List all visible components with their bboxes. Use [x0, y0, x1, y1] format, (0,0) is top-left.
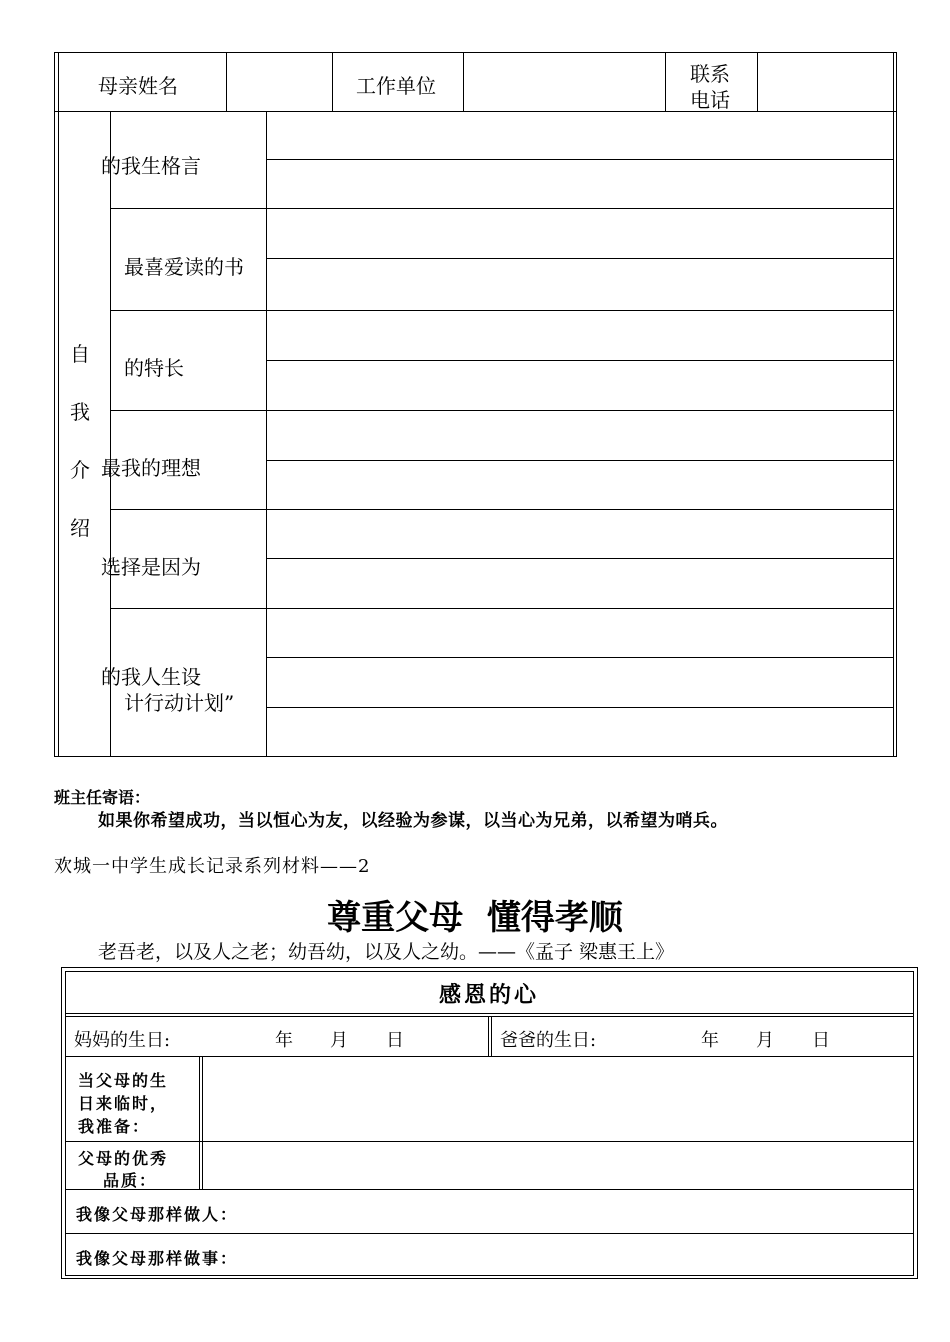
mother-name-field[interactable]	[227, 53, 331, 110]
row-divider	[65, 1013, 913, 1014]
phone-field[interactable]	[758, 53, 892, 110]
mom-year: 年	[275, 1030, 293, 1051]
qualities-field[interactable]	[203, 1142, 912, 1188]
table-border-bottom-inner	[65, 1275, 914, 1276]
specialty-label: 的特长	[124, 356, 184, 380]
row-divider-double	[65, 1016, 913, 1017]
table-border-top	[61, 967, 918, 968]
section-title-char-2: 我	[70, 400, 90, 424]
table-border-bottom	[61, 1278, 918, 1279]
table-border-left	[54, 52, 55, 757]
mom-day: 日	[386, 1030, 404, 1051]
section-title-char-1: 自	[70, 342, 90, 366]
qualities-label-line2: 品质：	[103, 1171, 158, 1190]
reason-label: 选择是因为	[101, 555, 201, 579]
mom-month: 月	[330, 1030, 348, 1051]
prepare-label-line1: 当父母的生	[78, 1071, 169, 1090]
ideal-field[interactable]	[267, 411, 893, 508]
dad-day: 日	[812, 1030, 830, 1051]
phone-label-line1: 联系	[690, 62, 730, 86]
table-border-right-outer	[896, 52, 897, 757]
mother-name-label: 母亲姓名	[98, 74, 178, 98]
teacher-note-text: 如果你希望成功，当以恒心为友，以经验为参谋，以当心为兄弟，以希望为哨兵。	[98, 811, 728, 831]
prepare-field[interactable]	[203, 1057, 912, 1140]
favorite-book-label: 最喜爱读的书	[124, 255, 244, 279]
section-title-char-4: 绍	[70, 516, 90, 540]
reason-field[interactable]	[267, 510, 893, 607]
qualities-label-line1: 父母的优秀	[78, 1149, 169, 1168]
be-like-parents-label: 我像父母那样做人：	[76, 1205, 239, 1224]
cell-divider	[332, 52, 333, 111]
cell-divider	[665, 52, 666, 111]
life-plan-label-line1: 的我人生设	[101, 665, 201, 689]
dad-year: 年	[701, 1030, 719, 1051]
table-border-bottom	[54, 756, 896, 757]
gratitude-header: 感恩的心	[438, 982, 539, 1008]
favorite-book-field[interactable]	[267, 209, 893, 309]
dad-birthday-label: 爸爸的生日:	[500, 1030, 597, 1051]
prepare-label-line3: 我准备：	[78, 1117, 151, 1136]
dad-month: 月	[756, 1030, 774, 1051]
motto-field[interactable]	[267, 112, 893, 207]
table-border-left	[61, 967, 62, 1279]
life-plan-label-line2: 计行动计划”	[124, 691, 235, 715]
page-title: 尊重父母 懂得孝顺	[327, 898, 623, 938]
be-like-parents-field[interactable]	[270, 1190, 912, 1232]
table-border-right	[893, 52, 894, 757]
section-title-char-3: 介	[70, 458, 90, 482]
table-border-right	[917, 967, 918, 1279]
series-line: 欢城一中学生成长记录系列材料——2	[54, 856, 371, 877]
teacher-note-label: 班主任寄语：	[54, 788, 151, 807]
cell-divider	[488, 1016, 489, 1056]
do-like-parents-field[interactable]	[270, 1234, 912, 1274]
life-plan-field[interactable]	[267, 609, 893, 755]
motto-label: 的我生格言	[101, 154, 201, 178]
work-unit-label: 工作单位	[356, 74, 436, 98]
ideal-label: 最我的理想	[101, 456, 201, 480]
cell-divider	[199, 1056, 200, 1189]
cell-divider-double	[491, 1016, 492, 1056]
do-like-parents-label: 我像父母那样做事：	[76, 1249, 239, 1268]
work-unit-field[interactable]	[464, 53, 664, 110]
table-border-top-inner	[65, 971, 914, 972]
quote: 老吾老，以及人之老；幼吾幼，以及人之幼。——《孟子 梁惠王上》	[98, 941, 675, 963]
phone-label-line2: 电话	[690, 88, 730, 112]
specialty-field[interactable]	[267, 311, 893, 409]
mom-birthday-label: 妈妈的生日:	[74, 1030, 171, 1051]
table-border-left-inner	[58, 52, 59, 757]
table-border-right-inner	[913, 971, 914, 1276]
prepare-label-line2: 日来临时，	[78, 1094, 169, 1113]
